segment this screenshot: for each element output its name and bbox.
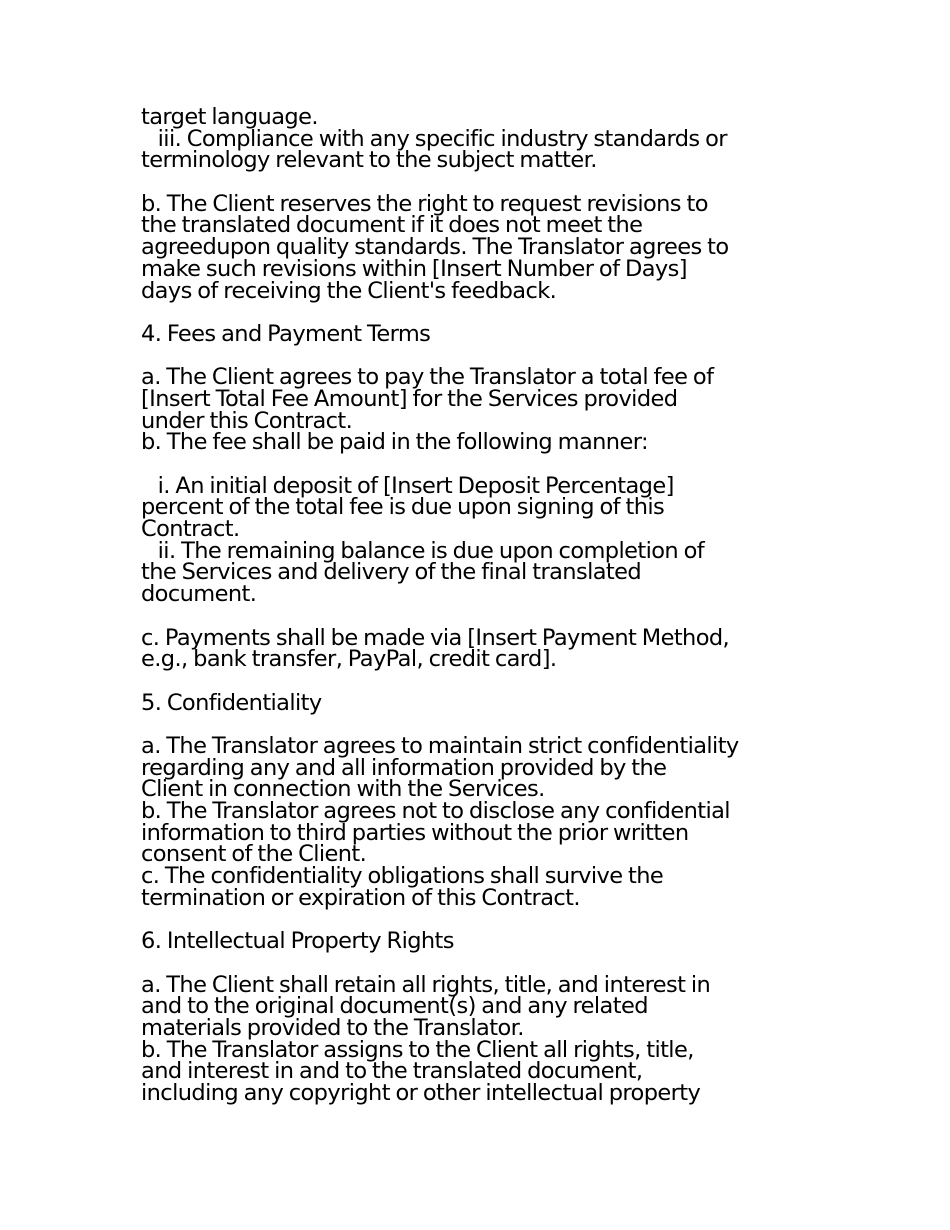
- text-line: including any copyright or other intellectual property: [141, 1079, 701, 1106]
- document-body: [141, 104, 841, 1106]
- text-line: b. The Client reserves the right to request revisions to: [141, 190, 708, 217]
- text-line: and interest in and to the translated document,: [141, 1058, 643, 1085]
- text-line: Contract.: [141, 516, 240, 543]
- text-line: under this Contract.: [141, 407, 353, 434]
- text-line: information to third parties without the prior written: [141, 819, 689, 846]
- text-line: a. The Translator agrees to maintain strict confidentiality: [141, 732, 739, 759]
- text-line: [Insert Total Fee Amount] for the Services provided: [141, 385, 678, 412]
- section-heading: 5. Confidentiality: [141, 689, 322, 716]
- text-line: agreedupon quality standards. The Translator agrees to: [141, 234, 729, 261]
- text-line: regarding any and all information provided by the: [141, 754, 667, 781]
- text-line: e.g., bank transfer, PayPal, credit card].: [141, 646, 557, 673]
- text-line: b. The Translator assigns to the Client all rights, title,: [141, 1036, 694, 1063]
- text-line: make such revisions within [Insert Number of Days]: [141, 255, 687, 282]
- text-line: a. The Client shall retain all rights, title, and interest in: [141, 971, 711, 998]
- text-line: days of receiving the Client's feedback.: [141, 277, 557, 304]
- text-line: c. Payments shall be made via [Insert Payment Method,: [141, 624, 730, 651]
- text-line: the translated document if it does not meet the: [141, 212, 643, 239]
- text-line: and to the original document(s) and any related: [141, 993, 648, 1020]
- text-line: b. The fee shall be paid in the following manner:: [141, 429, 648, 456]
- text-line: a. The Client agrees to pay the Translator a total fee of: [141, 364, 714, 391]
- text-line: ii. The remaining balance is due upon completion of: [141, 537, 705, 564]
- text-line: target language.: [141, 104, 318, 130]
- text-line: materials provided to the Translator.: [141, 1014, 524, 1041]
- text-line: Client in connection with the Services.: [141, 776, 545, 803]
- text-line: consent of the Client.: [141, 841, 367, 868]
- text-line: percent of the total fee is due upon signing of this: [141, 494, 665, 521]
- text-line: c. The confidentiality obligations shall survive the: [141, 863, 664, 890]
- text-line: document.: [141, 581, 257, 608]
- text-line: i. An initial deposit of [Insert Deposit Percentage]: [141, 472, 674, 499]
- section-heading: 4. Fees and Payment Terms: [141, 320, 431, 347]
- text-line: iii. Compliance with any specific industry standards or: [141, 125, 727, 152]
- text-line: b. The Translator agrees not to disclose any confidential: [141, 798, 730, 824]
- section-heading: 6. Intellectual Property Rights: [141, 928, 454, 955]
- text-line: terminology relevant to the subject matter.: [141, 147, 597, 174]
- text-line: the Services and delivery of the final translated: [141, 559, 642, 586]
- text-line: termination or expiration of this Contract.: [141, 884, 580, 911]
